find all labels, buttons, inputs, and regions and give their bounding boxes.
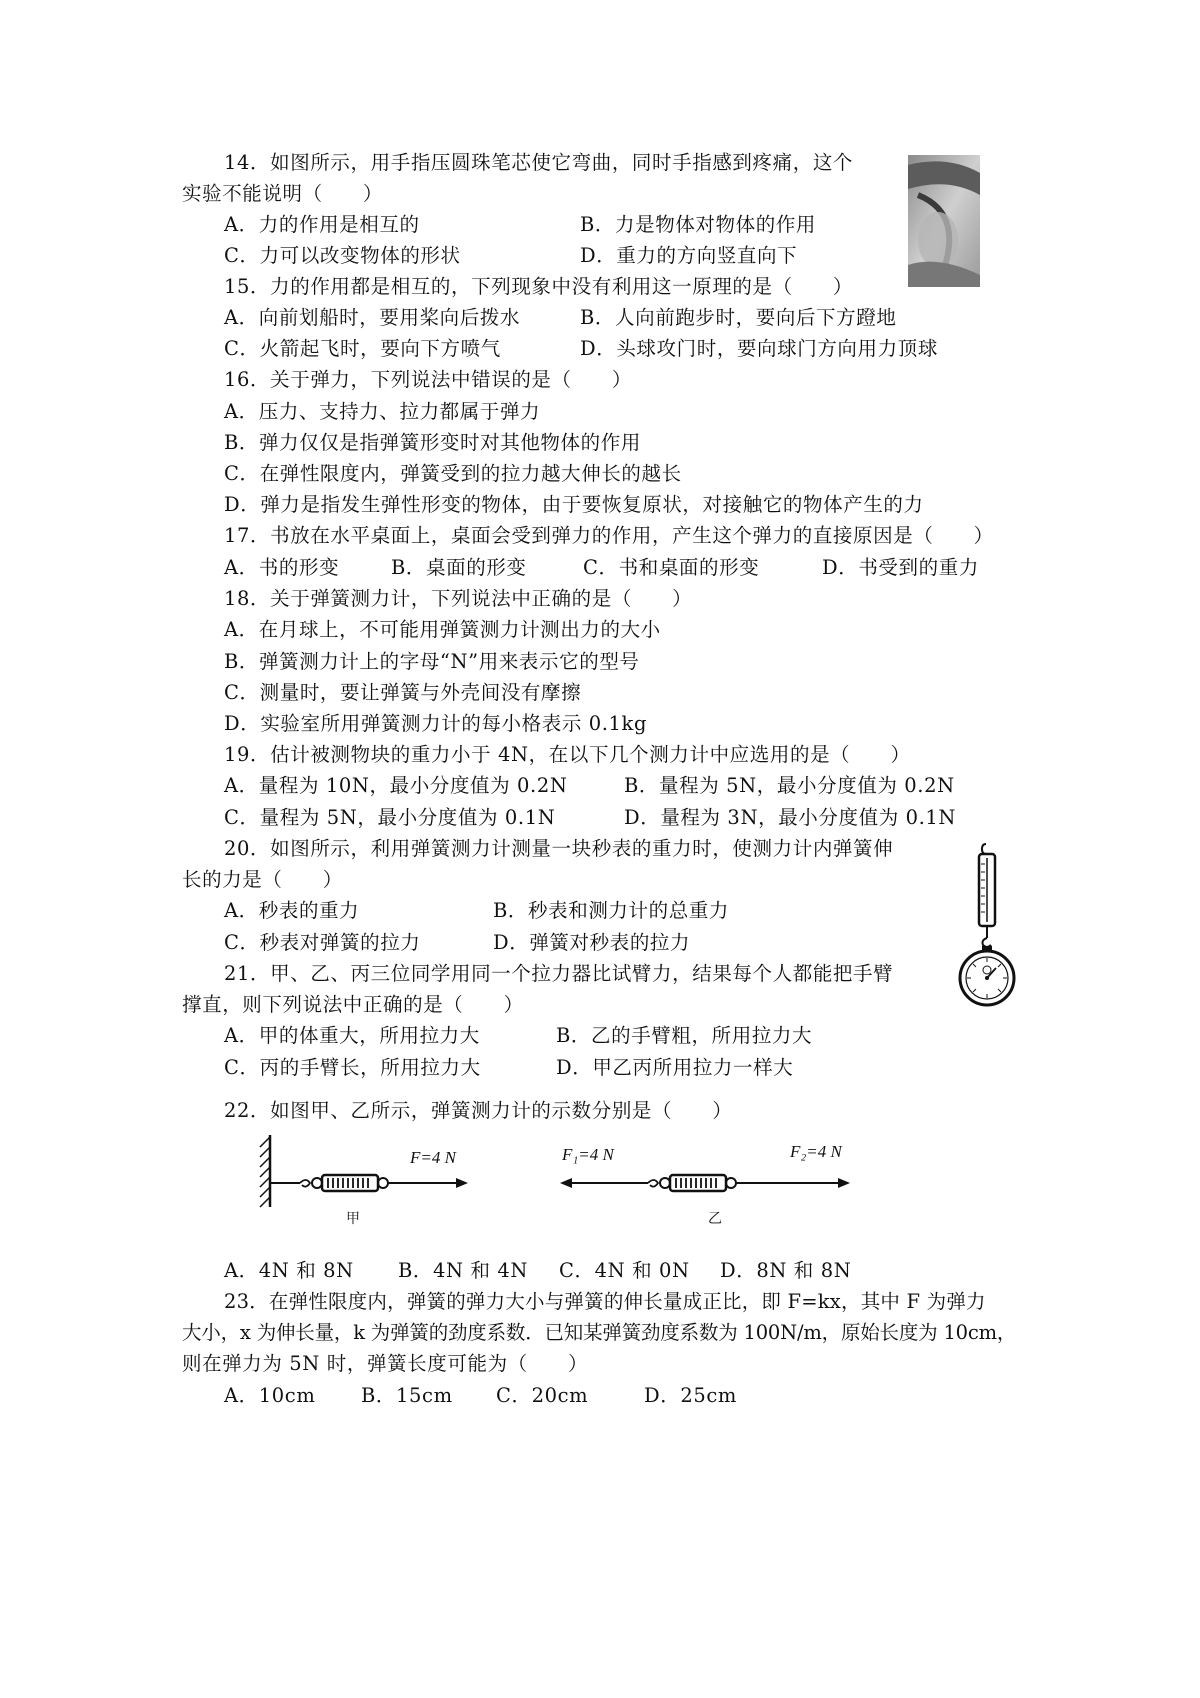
q17-stem: 17．书放在水平桌面上，桌面会受到弹力的作用，产生这个弹力的直接原因是（ ） — [224, 524, 994, 547]
q20-option-d[interactable]: D．弹簧对秒表的拉力 — [493, 931, 691, 954]
q19-option-a[interactable]: A．量程为 10N，最小分度值为 0.2N — [224, 774, 568, 797]
q18-option-d[interactable]: D．实验室所用弹簧测力计的每小格表示 0.1kg — [224, 712, 648, 735]
q20-option-b[interactable]: B．秒表和测力计的总重力 — [493, 899, 730, 922]
q16-option-c[interactable]: C．在弹性限度内，弹簧受到的拉力越大伸长的越长 — [224, 462, 682, 485]
q22-option-a[interactable]: A．4N 和 8N — [224, 1259, 354, 1282]
q19-option-d[interactable]: D．量程为 3N，最小分度值为 0.1N — [624, 806, 957, 829]
q23-option-d[interactable]: D．25cm — [644, 1384, 737, 1407]
q20-option-c[interactable]: C．秒表对弹簧的拉力 — [224, 931, 421, 954]
spring-scale-stopwatch-figure — [952, 842, 1024, 1008]
q22-option-c[interactable]: C．4N 和 0N — [559, 1259, 690, 1282]
q17-option-d[interactable]: D．书受到的重力 — [822, 556, 979, 579]
q18-option-a[interactable]: A．在月球上，不可能用弹簧测力计测出力的大小 — [224, 618, 661, 641]
q14-option-d[interactable]: D．重力的方向竖直向下 — [580, 244, 798, 267]
q18-option-c[interactable]: C．测量时，要让弹簧与外壳间没有摩擦 — [224, 681, 582, 704]
q15-option-c[interactable]: C．火箭起飞时，要向下方喷气 — [224, 337, 501, 360]
q14-stem-line2: 实验不能说明（ ） — [182, 182, 384, 205]
q22-stem: 22．如图甲、乙所示，弹簧测力计的示数分别是（ ） — [224, 1099, 733, 1122]
q21-option-d[interactable]: D．甲乙丙所用拉力一样大 — [556, 1056, 794, 1079]
q22-option-d[interactable]: D．8N 和 8N — [720, 1259, 852, 1282]
finger-pen-photo — [908, 155, 980, 287]
q16-option-d[interactable]: D．弹力是指发生弹性形变的物体，由于要恢复原状，对接触它的物体产生的力 — [224, 493, 924, 516]
q17-option-a[interactable]: A．书的形变 — [224, 556, 340, 579]
q21-option-b[interactable]: B．乙的手臂粗，所用拉力大 — [556, 1024, 813, 1047]
q22-yi-f2-label: F₂=4 N — [790, 1142, 842, 1161]
q23-option-c[interactable]: C．20cm — [496, 1384, 589, 1407]
q19-stem: 19．估计被测物块的重力小于 4N，在以下几个测力计中应选用的是（ ） — [224, 743, 911, 766]
q20-stem-line1: 20．如图所示，利用弹簧测力计测量一块秒表的重力时，使测力计内弹簧伸 — [224, 837, 894, 860]
q23-option-a[interactable]: A．10cm — [224, 1384, 316, 1407]
q16-stem: 16．关于弹力，下列说法中错误的是（ ） — [224, 368, 632, 391]
q15-option-b[interactable]: B．人向前跑步时，要向后下方蹬地 — [580, 306, 897, 329]
q14-option-c[interactable]: C．力可以改变物体的形状 — [224, 244, 461, 267]
spring-scale-figure-jia — [256, 1135, 486, 1213]
q18-option-b[interactable]: B．弹簧测力计上的字母“N”用来表示它的型号 — [224, 650, 640, 673]
q17-option-c[interactable]: C．书和桌面的形变 — [583, 556, 760, 579]
q18-stem: 18．关于弹簧测力计，下列说法中正确的是（ ） — [224, 587, 693, 610]
q21-option-a[interactable]: A．甲的体重大，所用拉力大 — [224, 1024, 480, 1047]
q19-option-b[interactable]: B．量程为 5N，最小分度值为 0.2N — [624, 774, 955, 797]
q14-option-b[interactable]: B．力是物体对物体的作用 — [580, 213, 817, 236]
q16-option-b[interactable]: B．弹力仅仅是指弹簧形变时对其他物体的作用 — [224, 431, 641, 454]
q16-option-a[interactable]: A．压力、支持力、拉力都属于弹力 — [224, 400, 541, 423]
q22-jia-force-label: F=4 N — [410, 1148, 456, 1167]
q14-option-a[interactable]: A．力的作用是相互的 — [224, 213, 420, 236]
q23-stem-line2: 大小，x 为伸长量，k 为弹簧的劲度系数．已知某弹簧劲度系数为 100N/m，原始长度为 10cm， — [182, 1321, 1017, 1344]
q21-stem-line1: 21．甲、乙、丙三位同学用同一个拉力器比试臂力，结果每个人都能把手臂 — [224, 962, 894, 985]
q22-option-b[interactable]: B．4N 和 4N — [398, 1259, 529, 1282]
q22-yi-caption: 乙 — [708, 1211, 722, 1227]
q15-stem: 15．力的作用都是相互的，下列现象中没有利用这一原理的是（ ） — [224, 275, 854, 298]
q15-option-a[interactable]: A．向前划船时，要用桨向后拨水 — [224, 306, 521, 329]
q15-option-d[interactable]: D．头球攻门时，要向球门方向用力顶球 — [580, 337, 938, 360]
q19-option-c[interactable]: C．量程为 5N，最小分度值为 0.1N — [224, 806, 556, 829]
q17-option-b[interactable]: B．桌面的形变 — [391, 556, 527, 579]
q22-jia-caption: 甲 — [346, 1211, 360, 1227]
q21-stem-line2: 撑直，则下列说法中正确的是（ ） — [182, 993, 524, 1016]
q14-stem-line1: 14．如图所示，用手指压圆珠笔芯使它弯曲，同时手指感到疼痛，这个 — [224, 151, 854, 174]
q23-stem-line1: 23．在弹性限度内，弹簧的弹力大小与弹簧的伸长量成正比，即 F=kx，其中 F 为弹力 — [224, 1290, 986, 1313]
q20-stem-line2: 长的力是（ ） — [182, 868, 343, 891]
q23-option-b[interactable]: B．15cm — [361, 1384, 453, 1407]
q22-yi-f1-label: F₁=4 N — [562, 1145, 614, 1164]
q20-option-a[interactable]: A．秒表的重力 — [224, 899, 360, 922]
q23-stem-line3: 则在弹力为 5N 时，弹簧长度可能为（ ） — [182, 1352, 589, 1375]
q21-option-c[interactable]: C．丙的手臂长，所用拉力大 — [224, 1056, 481, 1079]
